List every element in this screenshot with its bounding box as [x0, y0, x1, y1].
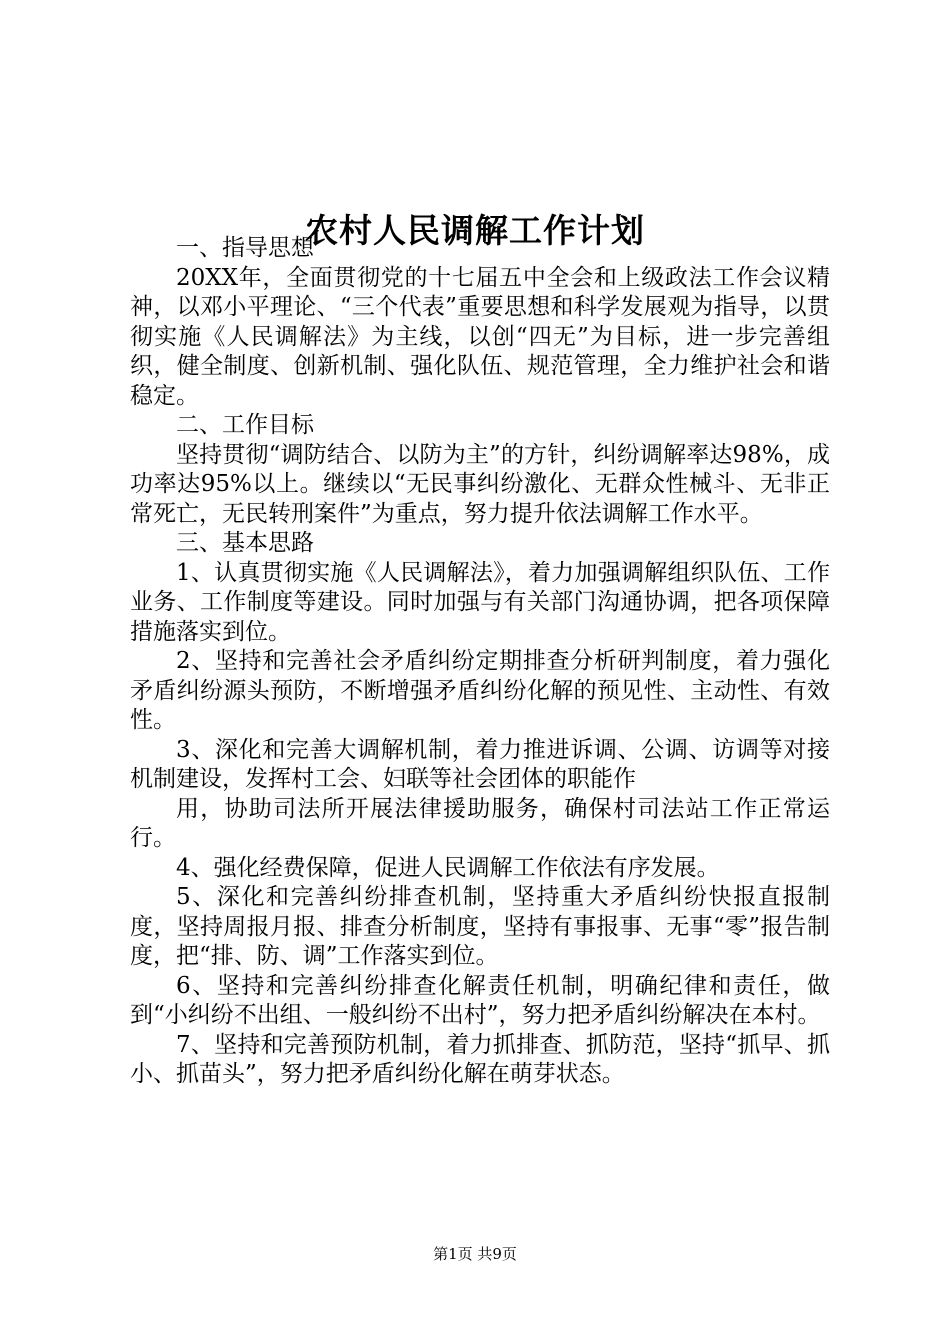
list-item-1: 1、认真贯彻实施《人民调解法》，着力加强调解组织队伍、工作业务、工作制度等建设。同时加强与有关部门沟通协调，把各项保障措施落实到位。 — [130, 559, 830, 645]
list-item-3-continuation: 用，协助司法所开展法律援助服务，确保村司法站工作正常运行。 — [130, 795, 830, 851]
section-heading-work-goals: 二、工作目标 — [176, 412, 314, 438]
list-item-6: 6、坚持和完善纠纷排查化解责任机制，明确纪律和责任，做到“小纠纷不出组、一般纠纷不出村”，努力把矛盾纠纷解决在本村。 — [130, 972, 830, 1028]
list-item-3: 3、深化和完善大调解机制，着力推进诉调、公调、访调等对接机制建设，发挥村工会、妇联等社会团体的职能作 — [130, 736, 830, 792]
section-heading-basic-approach: 三、基本思路 — [176, 530, 314, 556]
list-item-7: 7、坚持和完善预防机制，着力抓排查、抓防范，坚持“抓早、抓小、抓苗头”，努力把矛盾纠纷化解在萌芽状态。 — [130, 1031, 830, 1087]
paragraph-work-goals: 坚持贯彻“调防结合、以防为主”的方针，纠纷调解率达98%，成功率达95%以上。继续以“无民事纠纷激化、无群众性械斗、无非正常死亡，无民转刑案件”为重点，努力提升依法调解工作水平。 — [130, 441, 830, 527]
list-item-5: 5、深化和完善纠纷排查机制，坚持重大矛盾纠纷快报直报制度，坚持周报月报、排查分析制度，坚持有事报事、无事“零”报告制度，把“排、防、调”工作落实到位。 — [130, 884, 830, 969]
document-body — [130, 234, 830, 1090]
list-item-2: 2、坚持和完善社会矛盾纠纷定期排查分析研判制度，着力强化矛盾纠纷源头预防，不断增强矛盾纠纷化解的预见性、主动性、有效性。 — [130, 648, 830, 733]
paragraph-guiding-thought: 20XX年，全面贯彻党的十七届五中全会和上级政法工作会议精神，以邓小平理论、“三个代表”重要思想和科学发展观为指导，以贯彻实施《人民调解法》为主线，以创“四无”为目标，进一步完善组织，健全制度、创新机制、强化队伍、规范管理，全力维护社会和谐稳定。 — [130, 264, 830, 409]
list-item-4: 4、强化经费保障，促进人民调解工作依法有序发展。 — [176, 854, 720, 881]
section-heading-guiding-thought: 一、指导思想 — [176, 235, 314, 261]
page-number-footer: 第1页 共9页 — [433, 1245, 517, 1263]
document-title: 农村人民调解工作计划 — [305, 211, 645, 251]
